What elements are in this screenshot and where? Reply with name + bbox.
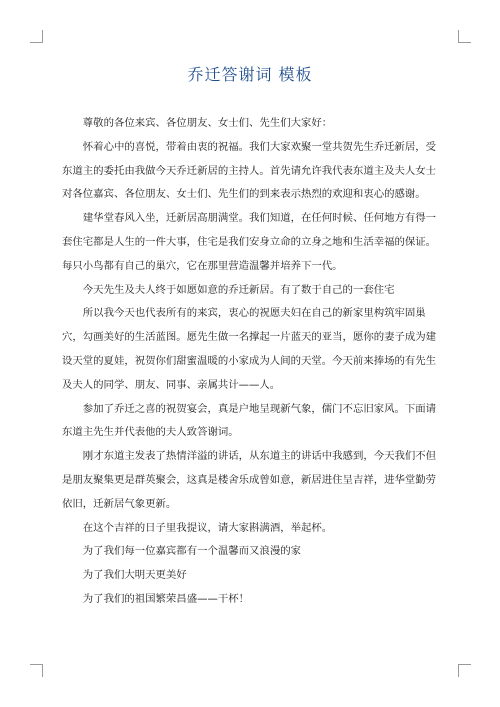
document-body: [62, 112, 440, 612]
paragraph: 怀着心中的喜悦，带着由衷的祝福。我们大家欢聚一堂共贺先生乔迁新居，受东道主的委托由我做今天乔迁新居的主持人。首先请允许我代表东道主及夫人女士对各位嘉宾、各位朋友、女士们、先生们的到来表示热烈的欢迎和衷心的感谢。: [62, 140, 437, 201]
crop-mark-top-right: [458, 30, 471, 43]
document-title: 乔迁答谢词 模板: [187, 65, 313, 84]
crop-mark-bottom-left: [30, 664, 43, 677]
crop-mark-bottom-right: [458, 664, 471, 677]
paragraph: 所以我今天也代表所有的来宾，衷心的祝愿夫妇在自己的新家里构筑牢固巢穴，勾画美好的生活蓝图。愿先生做一名撑起一片蓝天的亚当，愿你的妻子成为建设天堂的夏娃，祝贺你们甜蜜温暖的小家成为人间的天堂。今天前来捧场的有先生及夫人的同学、朋友、同事、亲属共计——人。: [62, 307, 437, 391]
crop-mark-top-left: [30, 30, 43, 43]
paragraph-salutation: 尊敬的各位来宾、各位朋友、女士们、先生们大家好：: [82, 117, 333, 129]
paragraph: 在这个吉祥的日子里我提议，请大家斟满酒，举起杯。: [82, 521, 333, 534]
paragraph: 刚才东道主发表了热情洋溢的讲话，从东道主的讲话中我感到，今天我们不但是朋友聚集更是群英聚会，这真是楼舍乐成曾如意，新居进住呈吉祥，进华堂勤劳依旧，迁新居气象更新。: [62, 450, 437, 510]
paragraph-toast: 为了我们每一位嘉宾都有一个温馨而又浪漫的家: [82, 545, 301, 558]
paragraph: 今天先生及夫人终于如愿如意的乔迁新居。有了数于自己的一套住宅: [82, 283, 395, 296]
paragraph-toast: 为了我们大明天更美好: [82, 569, 187, 582]
paragraph-toast: 为了我们的祖国繁荣昌盛——干杯！: [82, 592, 250, 605]
paragraph: 参加了乔迁之喜的祝贺宴会，真是户地呈现新气象，儒门不忘旧家风。下面请东道主先生并代表他的夫人致答谢词。: [62, 402, 437, 439]
paragraph: 建华堂春风入坐，迁新居高朋满堂。我们知道，在任何时候、任何地方有得一套住宅都是人生的一件大事，住宅是我们安身立命的立身之地和生活幸福的保证。每只小鸟都有自己的巢穴，它在那里营造温馨并培养下一代。: [62, 212, 437, 272]
